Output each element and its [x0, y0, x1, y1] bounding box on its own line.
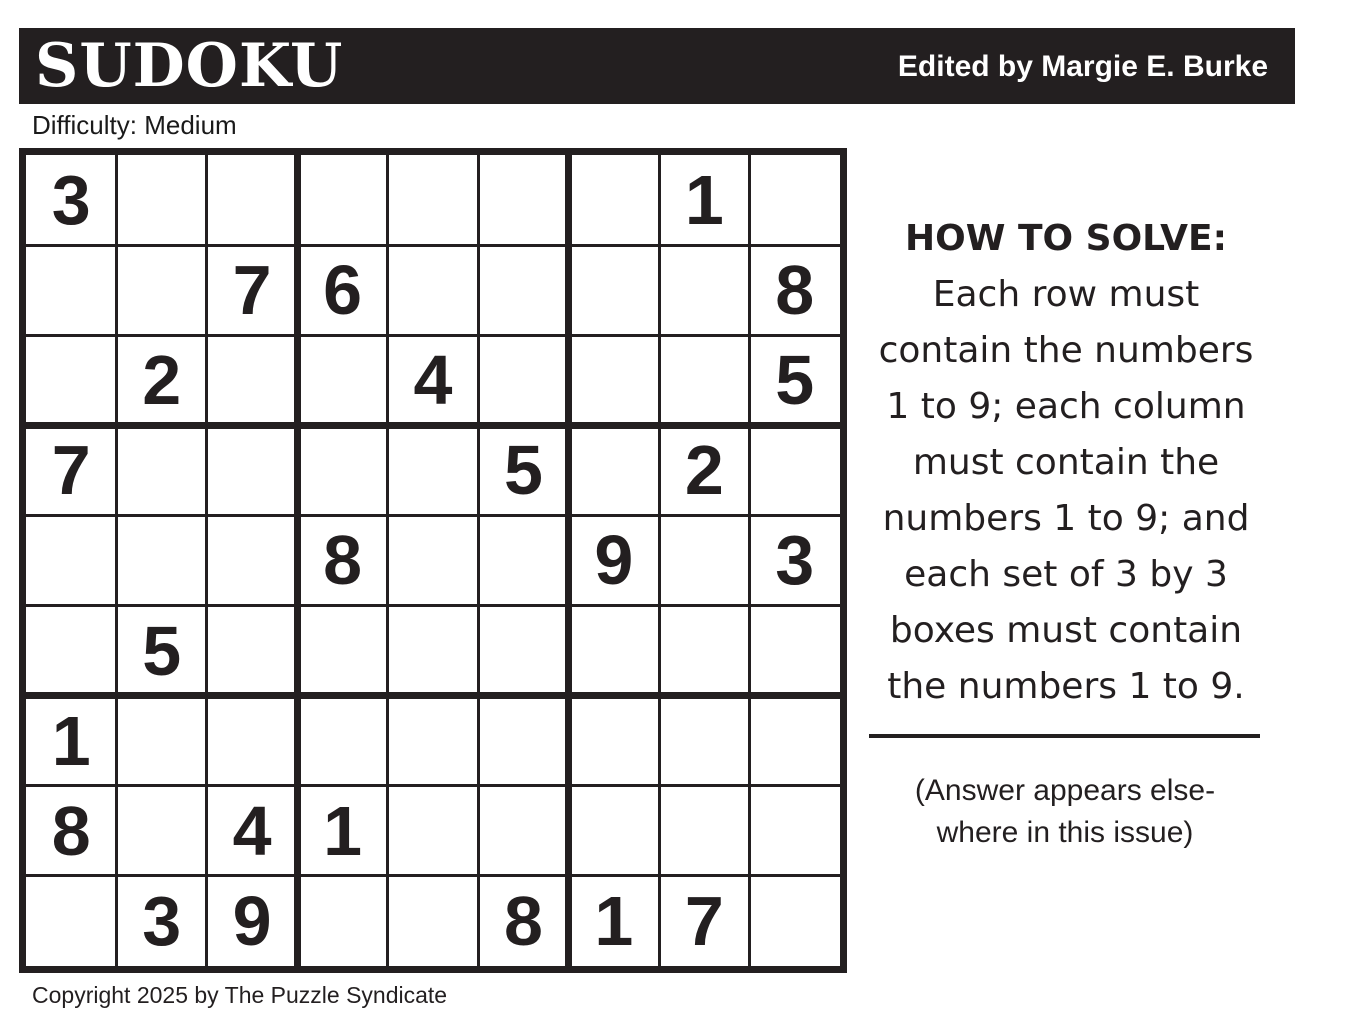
- empty-cell[interactable]: [478, 515, 568, 605]
- given-cell: 7: [684, 881, 724, 960]
- empty-cell[interactable]: [659, 245, 749, 335]
- empty-cell[interactable]: [478, 696, 568, 786]
- empty-cell[interactable]: [207, 515, 297, 605]
- empty-cell[interactable]: [478, 245, 568, 335]
- empty-cell[interactable]: [750, 876, 840, 966]
- empty-cell[interactable]: [207, 335, 297, 425]
- given-cell: 1: [684, 161, 724, 240]
- empty-cell[interactable]: [750, 786, 840, 876]
- empty-cell[interactable]: [26, 245, 116, 335]
- instruction-line: each set of 3 by 3: [904, 554, 1228, 595]
- empty-cell[interactable]: [116, 425, 206, 515]
- editor-credit: Edited by Margie E. Burke: [897, 50, 1268, 83]
- answer-note-line: (Answer appears else-: [914, 774, 1216, 807]
- empty-cell[interactable]: [388, 786, 478, 876]
- empty-cell[interactable]: [569, 335, 659, 425]
- given-cell: 2: [142, 341, 182, 420]
- empty-cell[interactable]: [750, 696, 840, 786]
- empty-cell[interactable]: [388, 155, 478, 245]
- given-cell: 6: [323, 251, 363, 330]
- given-cell: 9: [232, 881, 272, 960]
- empty-cell[interactable]: [388, 606, 478, 696]
- empty-cell[interactable]: [659, 515, 749, 605]
- given-cell: 8: [323, 521, 363, 600]
- empty-cell[interactable]: [26, 876, 116, 966]
- how-to-solve-title: HOW TO SOLVE:: [904, 218, 1228, 259]
- empty-cell[interactable]: [750, 425, 840, 515]
- empty-cell[interactable]: [388, 515, 478, 605]
- empty-cell[interactable]: [478, 335, 568, 425]
- given-cell: 3: [51, 161, 91, 240]
- empty-cell[interactable]: [207, 425, 297, 515]
- empty-cell[interactable]: [297, 155, 387, 245]
- divider: [869, 734, 1260, 738]
- instruction-line: contain the numbers: [878, 330, 1254, 371]
- given-cell: 1: [51, 701, 91, 780]
- instruction-line: the numbers 1 to 9.: [887, 666, 1245, 707]
- instruction-line: Each row must: [932, 274, 1200, 315]
- given-cell: 5: [775, 341, 815, 420]
- empty-cell[interactable]: [750, 155, 840, 245]
- empty-cell[interactable]: [569, 606, 659, 696]
- given-cell: 4: [232, 791, 272, 870]
- answer-note-line: where in this issue): [936, 816, 1194, 849]
- instruction-line: boxes must contain: [889, 610, 1243, 651]
- empty-cell[interactable]: [659, 335, 749, 425]
- answer-note: [880, 770, 1250, 854]
- empty-cell[interactable]: [659, 786, 749, 876]
- empty-cell[interactable]: [116, 245, 206, 335]
- empty-cell[interactable]: [116, 515, 206, 605]
- empty-cell[interactable]: [569, 696, 659, 786]
- given-cell: 1: [594, 881, 634, 960]
- empty-cell[interactable]: [659, 606, 749, 696]
- empty-cell[interactable]: [207, 696, 297, 786]
- difficulty-label: Difficulty: Medium: [32, 110, 237, 140]
- empty-cell[interactable]: [388, 876, 478, 966]
- copyright: Copyright 2025 by The Puzzle Syndicate: [32, 982, 448, 1008]
- given-cell: 8: [503, 881, 543, 960]
- empty-cell[interactable]: [207, 606, 297, 696]
- empty-cell[interactable]: [297, 335, 387, 425]
- given-cell: 7: [232, 251, 272, 330]
- empty-cell[interactable]: [659, 696, 749, 786]
- instruction-line: must contain the: [912, 442, 1220, 483]
- empty-cell[interactable]: [297, 876, 387, 966]
- empty-cell[interactable]: [569, 155, 659, 245]
- empty-cell[interactable]: [750, 606, 840, 696]
- empty-cell[interactable]: [26, 606, 116, 696]
- empty-cell[interactable]: [116, 155, 206, 245]
- empty-cell[interactable]: [478, 606, 568, 696]
- given-cell: 8: [775, 251, 815, 330]
- empty-cell[interactable]: [388, 696, 478, 786]
- empty-cell[interactable]: [297, 606, 387, 696]
- given-cell: 3: [142, 881, 182, 960]
- given-cell: 1: [323, 791, 363, 870]
- header-bar: [19, 28, 1295, 104]
- given-cell: 7: [51, 431, 91, 510]
- instruction-line: 1 to 9; each column: [886, 386, 1246, 427]
- empty-cell[interactable]: [116, 696, 206, 786]
- given-cell: 4: [413, 341, 453, 420]
- instruction-line: numbers 1 to 9; and: [882, 498, 1250, 539]
- given-cell: 5: [142, 611, 182, 690]
- how-to-solve-panel: [862, 211, 1270, 715]
- empty-cell[interactable]: [297, 696, 387, 786]
- empty-cell[interactable]: [388, 245, 478, 335]
- empty-cell[interactable]: [207, 155, 297, 245]
- given-cell: 9: [594, 521, 634, 600]
- empty-cell[interactable]: [116, 786, 206, 876]
- empty-cell[interactable]: [297, 425, 387, 515]
- given-cell: 2: [684, 431, 724, 510]
- sudoku-grid: [19, 148, 847, 973]
- empty-cell[interactable]: [478, 155, 568, 245]
- given-cell: 3: [775, 521, 815, 600]
- given-cell: 8: [51, 791, 91, 870]
- empty-cell[interactable]: [569, 245, 659, 335]
- given-cell: 5: [503, 431, 543, 510]
- page-title: SUDOKU: [35, 31, 344, 101]
- empty-cell[interactable]: [569, 425, 659, 515]
- empty-cell[interactable]: [569, 786, 659, 876]
- empty-cell[interactable]: [478, 786, 568, 876]
- empty-cell[interactable]: [26, 335, 116, 425]
- empty-cell[interactable]: [388, 425, 478, 515]
- empty-cell[interactable]: [26, 515, 116, 605]
